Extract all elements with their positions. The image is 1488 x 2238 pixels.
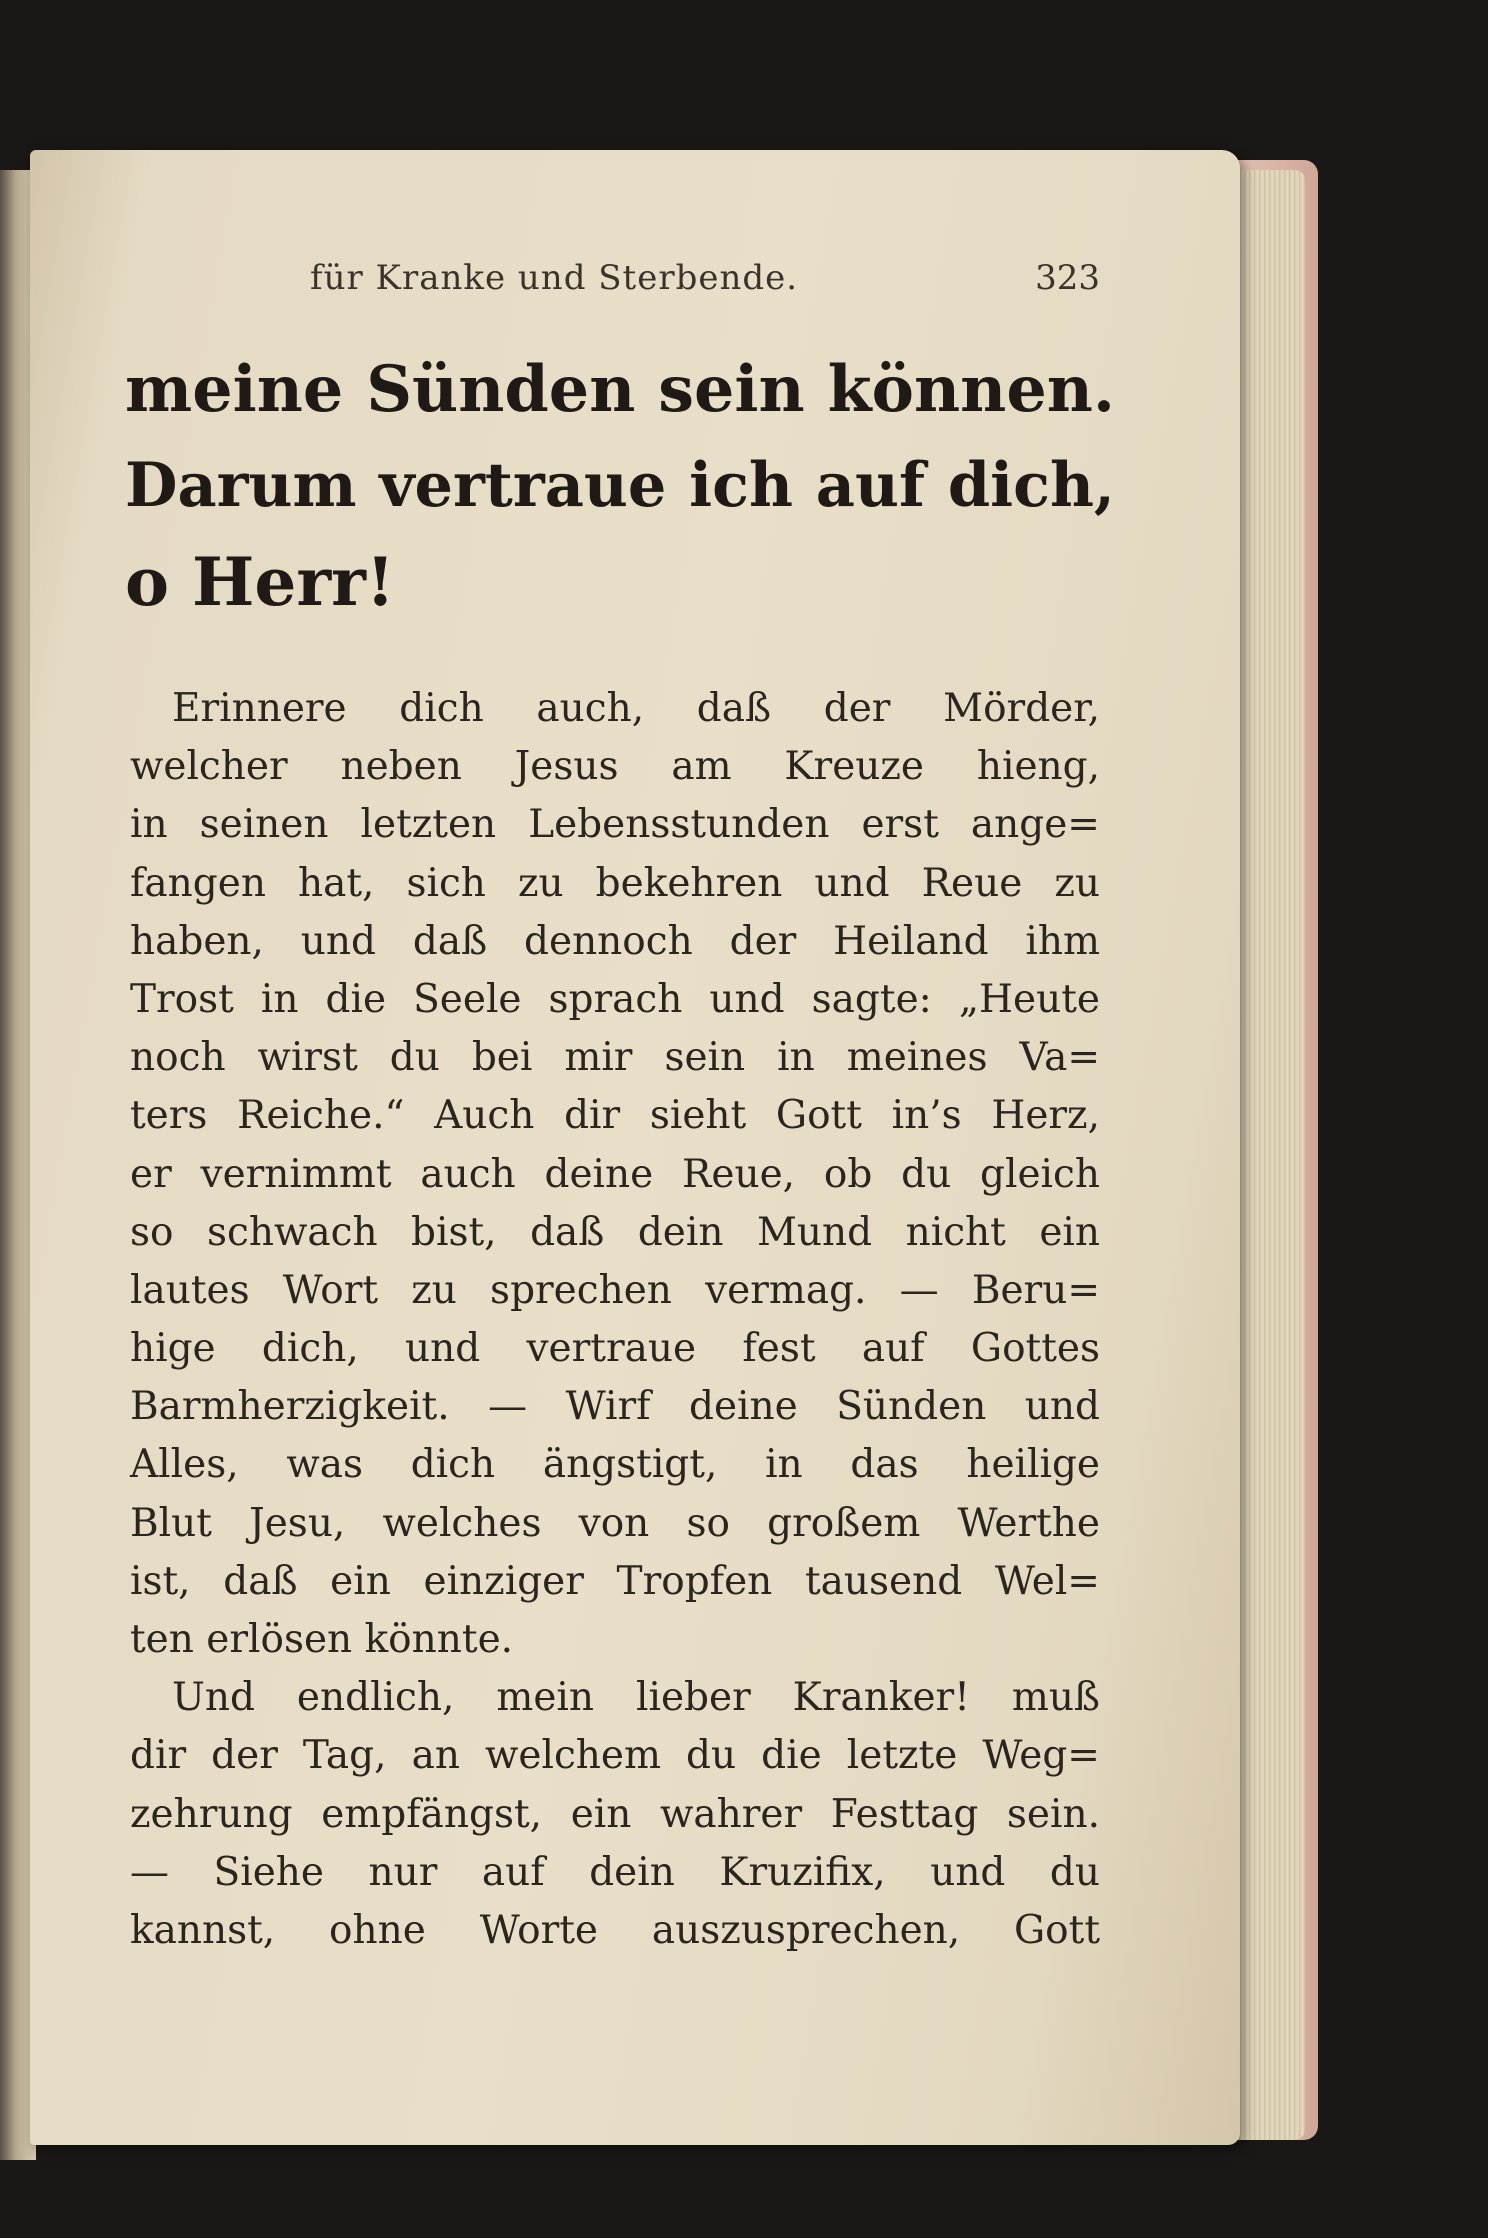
text-line: so schwach bist, daß dein Mund nicht ein bbox=[130, 1209, 1100, 1255]
text-line: Blut Jesu, welches von so großem Werthe bbox=[130, 1500, 1100, 1546]
text-line: Erinnere dich auch, daß der Mörder, bbox=[172, 686, 1100, 731]
bold-line: meine Sünden sein können. bbox=[125, 351, 1115, 426]
text-line: kannst, ohne Worte auszusprechen, Gott bbox=[130, 1907, 1100, 1953]
text-line: zehrung empfängst, ein wahrer Festtag sein. bbox=[130, 1791, 1100, 1837]
text-line: ten erlösen könnte. bbox=[130, 1617, 514, 1662]
text-line: ters Reiche.“ Auch dir sieht Gott in’s Herz, bbox=[130, 1093, 1100, 1139]
running-title: für Kranke und Sterbende. bbox=[310, 258, 799, 298]
body-text bbox=[130, 680, 1100, 1960]
text-line: dir der Tag, an welchem du die letzte Weg= bbox=[130, 1733, 1100, 1779]
text-line: — Siehe nur auf dein Kruzifix, und du bbox=[130, 1849, 1100, 1895]
text-line: hige dich, und vertraue fest auf Gottes bbox=[130, 1326, 1100, 1372]
text-line: in seinen letzten Lebensstunden erst ange= bbox=[130, 802, 1100, 848]
text-line: welcher neben Jesus am Kreuze hieng, bbox=[130, 744, 1100, 790]
text-line: lautes Wort zu sprechen vermag. — Beru= bbox=[130, 1267, 1100, 1313]
text-line: Trost in die Seele sprach und sagte: „Heute bbox=[130, 976, 1100, 1022]
text-line: haben, und daß dennoch der Heiland ihm bbox=[130, 918, 1100, 964]
text-line: Barmherzigkeit. — Wirf deine Sünden und bbox=[130, 1384, 1100, 1430]
text-line: fangen hat, sich zu bekehren und Reue zu bbox=[130, 860, 1100, 906]
text-line: Alles, was dich ängstigt, in das heilige bbox=[130, 1442, 1100, 1488]
running-header bbox=[310, 258, 1100, 308]
text-line: Und endlich, mein lieber Kranker! muß bbox=[172, 1675, 1100, 1721]
bold-line: Darum vertraue ich auf dich, bbox=[125, 450, 1115, 521]
page-number: 323 bbox=[1035, 258, 1100, 298]
text-line: er vernimmt auch deine Reue, ob du gleich bbox=[130, 1151, 1100, 1197]
text-line: ist, daß ein einziger Tropfen tausend Wel= bbox=[130, 1558, 1100, 1604]
text-line: noch wirst du bei mir sein in meines Va= bbox=[130, 1035, 1100, 1081]
bold-line: o Herr! bbox=[125, 543, 395, 621]
bold-passage bbox=[125, 340, 1115, 631]
